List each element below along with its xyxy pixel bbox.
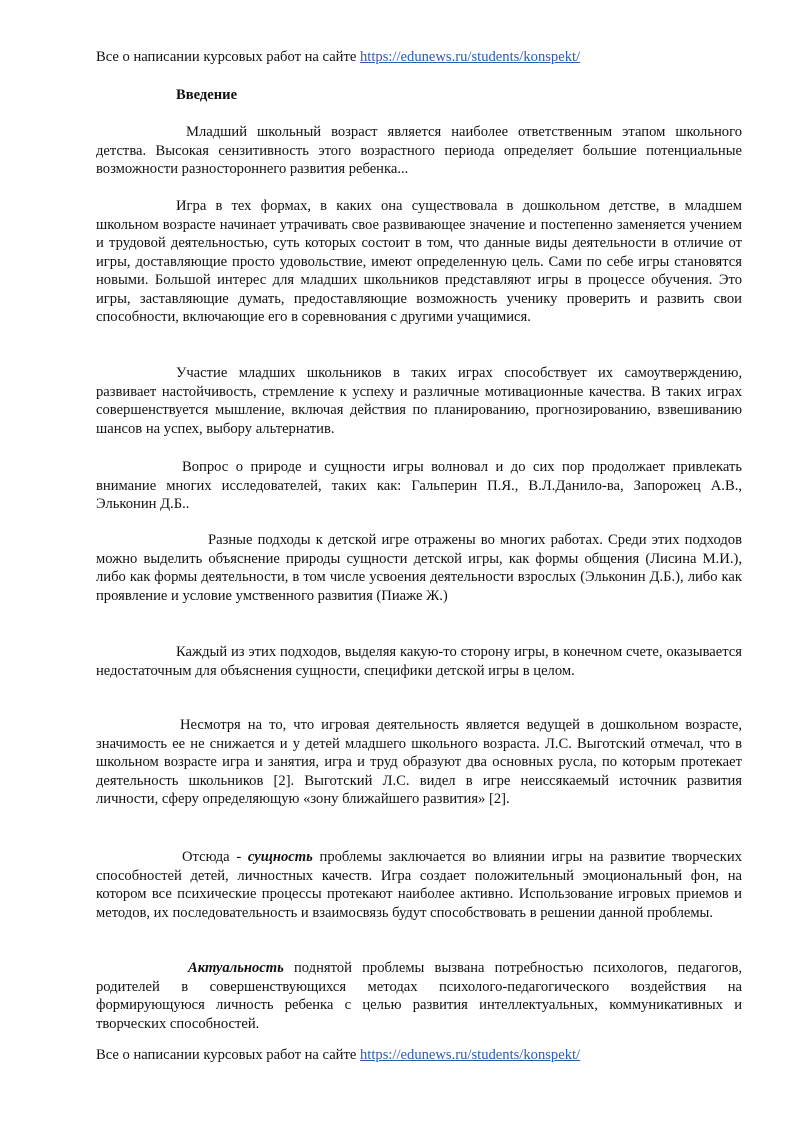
section-heading: Введение bbox=[176, 87, 238, 103]
paragraph-3-text: Участие младших школьников в таких играх способствует их самоутверждению, развивает настойчивость, стремление к успеху и различные мотивационные качества. В таких играх совершенствуется мышление, включая действия по планированию, прогнозированию, взвешиванию шансов на успех, выбору альтернатив. bbox=[96, 365, 742, 437]
paragraph-1-text: Младший школьный возраст является наиболее ответственным этапом школьного детства. Высокая сензитивность этого возрастного периода определяет большие потенциальные возможности разностороннего развития ребенка... bbox=[96, 124, 742, 177]
footer-line bbox=[96, 1046, 746, 1065]
paragraph-5 bbox=[96, 531, 742, 605]
paragraph-2-text: Игра в тех формах, в каких она существовала в дошкольном детстве, в младшем школьном возрасте начинает утрачивать свое развивающее значение и постепенно заменяется учением и трудовой деятельностью, суть которых состоит в том, что данные виды деятельности в отличие от игры, доставляющие просто удовольствие, имеют определенную цель. Сами по себе игры становятся новыми. Большой интерес для младших школьников представляют игры в процессе обучения. Это игры, заставляющие думать, предоставляющие возможность ученику проверить и развить свои способности, включающие его в соревнования с другими учащимися. bbox=[96, 198, 742, 325]
paragraph-9 bbox=[96, 959, 742, 1033]
footer-text: Все о написании курсовых работ на сайте bbox=[96, 1047, 360, 1063]
header-text: Все о написании курсовых работ на сайте bbox=[96, 49, 360, 65]
paragraph-4-text: Вопрос о природе и сущности игры волновал и до сих пор продолжает привлекать внимание многих исследователей, таких как: Гальперин П.Я., В.Л.Данило-ва, Запорожец А.В., Эльконин Д.Б.. bbox=[96, 459, 742, 512]
footer-link[interactable]: https://edunews.ru/students/konspekt/ bbox=[360, 1047, 581, 1063]
paragraph-1 bbox=[96, 123, 742, 179]
paragraph-8-text: проблемы заключается во влиянии игры на развитие творческих способностей детей, личностных качеств. Игра создает положительный эмоциональный фон, на котором все психические процессы протекают наиболее активно. Использование игровых приемов и методов, их последовательность и взаимосвязь будут способствовать в решении данной проблемы. bbox=[96, 849, 742, 921]
header-line bbox=[96, 48, 746, 67]
paragraph-4 bbox=[96, 458, 742, 514]
paragraph-9-emphasis: Актуальность bbox=[188, 960, 284, 976]
header-link[interactable]: https://edunews.ru/students/konspekt/ bbox=[360, 49, 581, 65]
paragraph-3 bbox=[96, 364, 742, 438]
paragraph-9-text: поднятой проблемы вызвана потребностью психологов, педагогов, родителей в совершенствующихся методах психолого-педагогического воздействия на формирующуюся личность ребенка с целью развития интеллектуальных, коммуникативных и творческих способностей. bbox=[96, 960, 742, 1032]
paragraph-5-text: Разные подходы к детской игре отражены во многих работах. Среди этих подходов можно выделить объяснение природы сущности детской игры, как формы общения (Лисина М.И.), либо как формы деятельности, в том числе усвоения деятельности взрослых (Эльконин Д.Б.), либо как проявление и условие умственного развития (Пиаже Ж.) bbox=[96, 532, 742, 604]
paragraph-2 bbox=[96, 197, 742, 327]
paragraph-6 bbox=[96, 643, 742, 680]
paragraph-6-text: Каждый из этих подходов, выделяя какую-то сторону игры, в конечном счете, оказывается недостаточным для объяснения сущности, специфики детской игры в целом. bbox=[96, 644, 742, 679]
paragraph-8-emphasis: сущность bbox=[247, 849, 313, 865]
paragraph-7 bbox=[96, 716, 742, 809]
paragraph-8 bbox=[96, 848, 742, 922]
paragraph-8-lead: Отсюда - bbox=[182, 849, 248, 865]
paragraph-7-text: Несмотря на то, что игровая деятельность является ведущей в дошкольном возрасте, значимость ее не снижается и у детей младшего школьного возраста. Л.С. Выготский отмечал, что в школьном возрасте игра и занятия, игра и труд образуют два основных русла, по которым протекает деятельность школьников [2]. Выготский Л.С. видел в игре неиссякаемый источник развития личности, сферу определяющую «зону ближайшего развития» [2]. bbox=[96, 717, 742, 807]
